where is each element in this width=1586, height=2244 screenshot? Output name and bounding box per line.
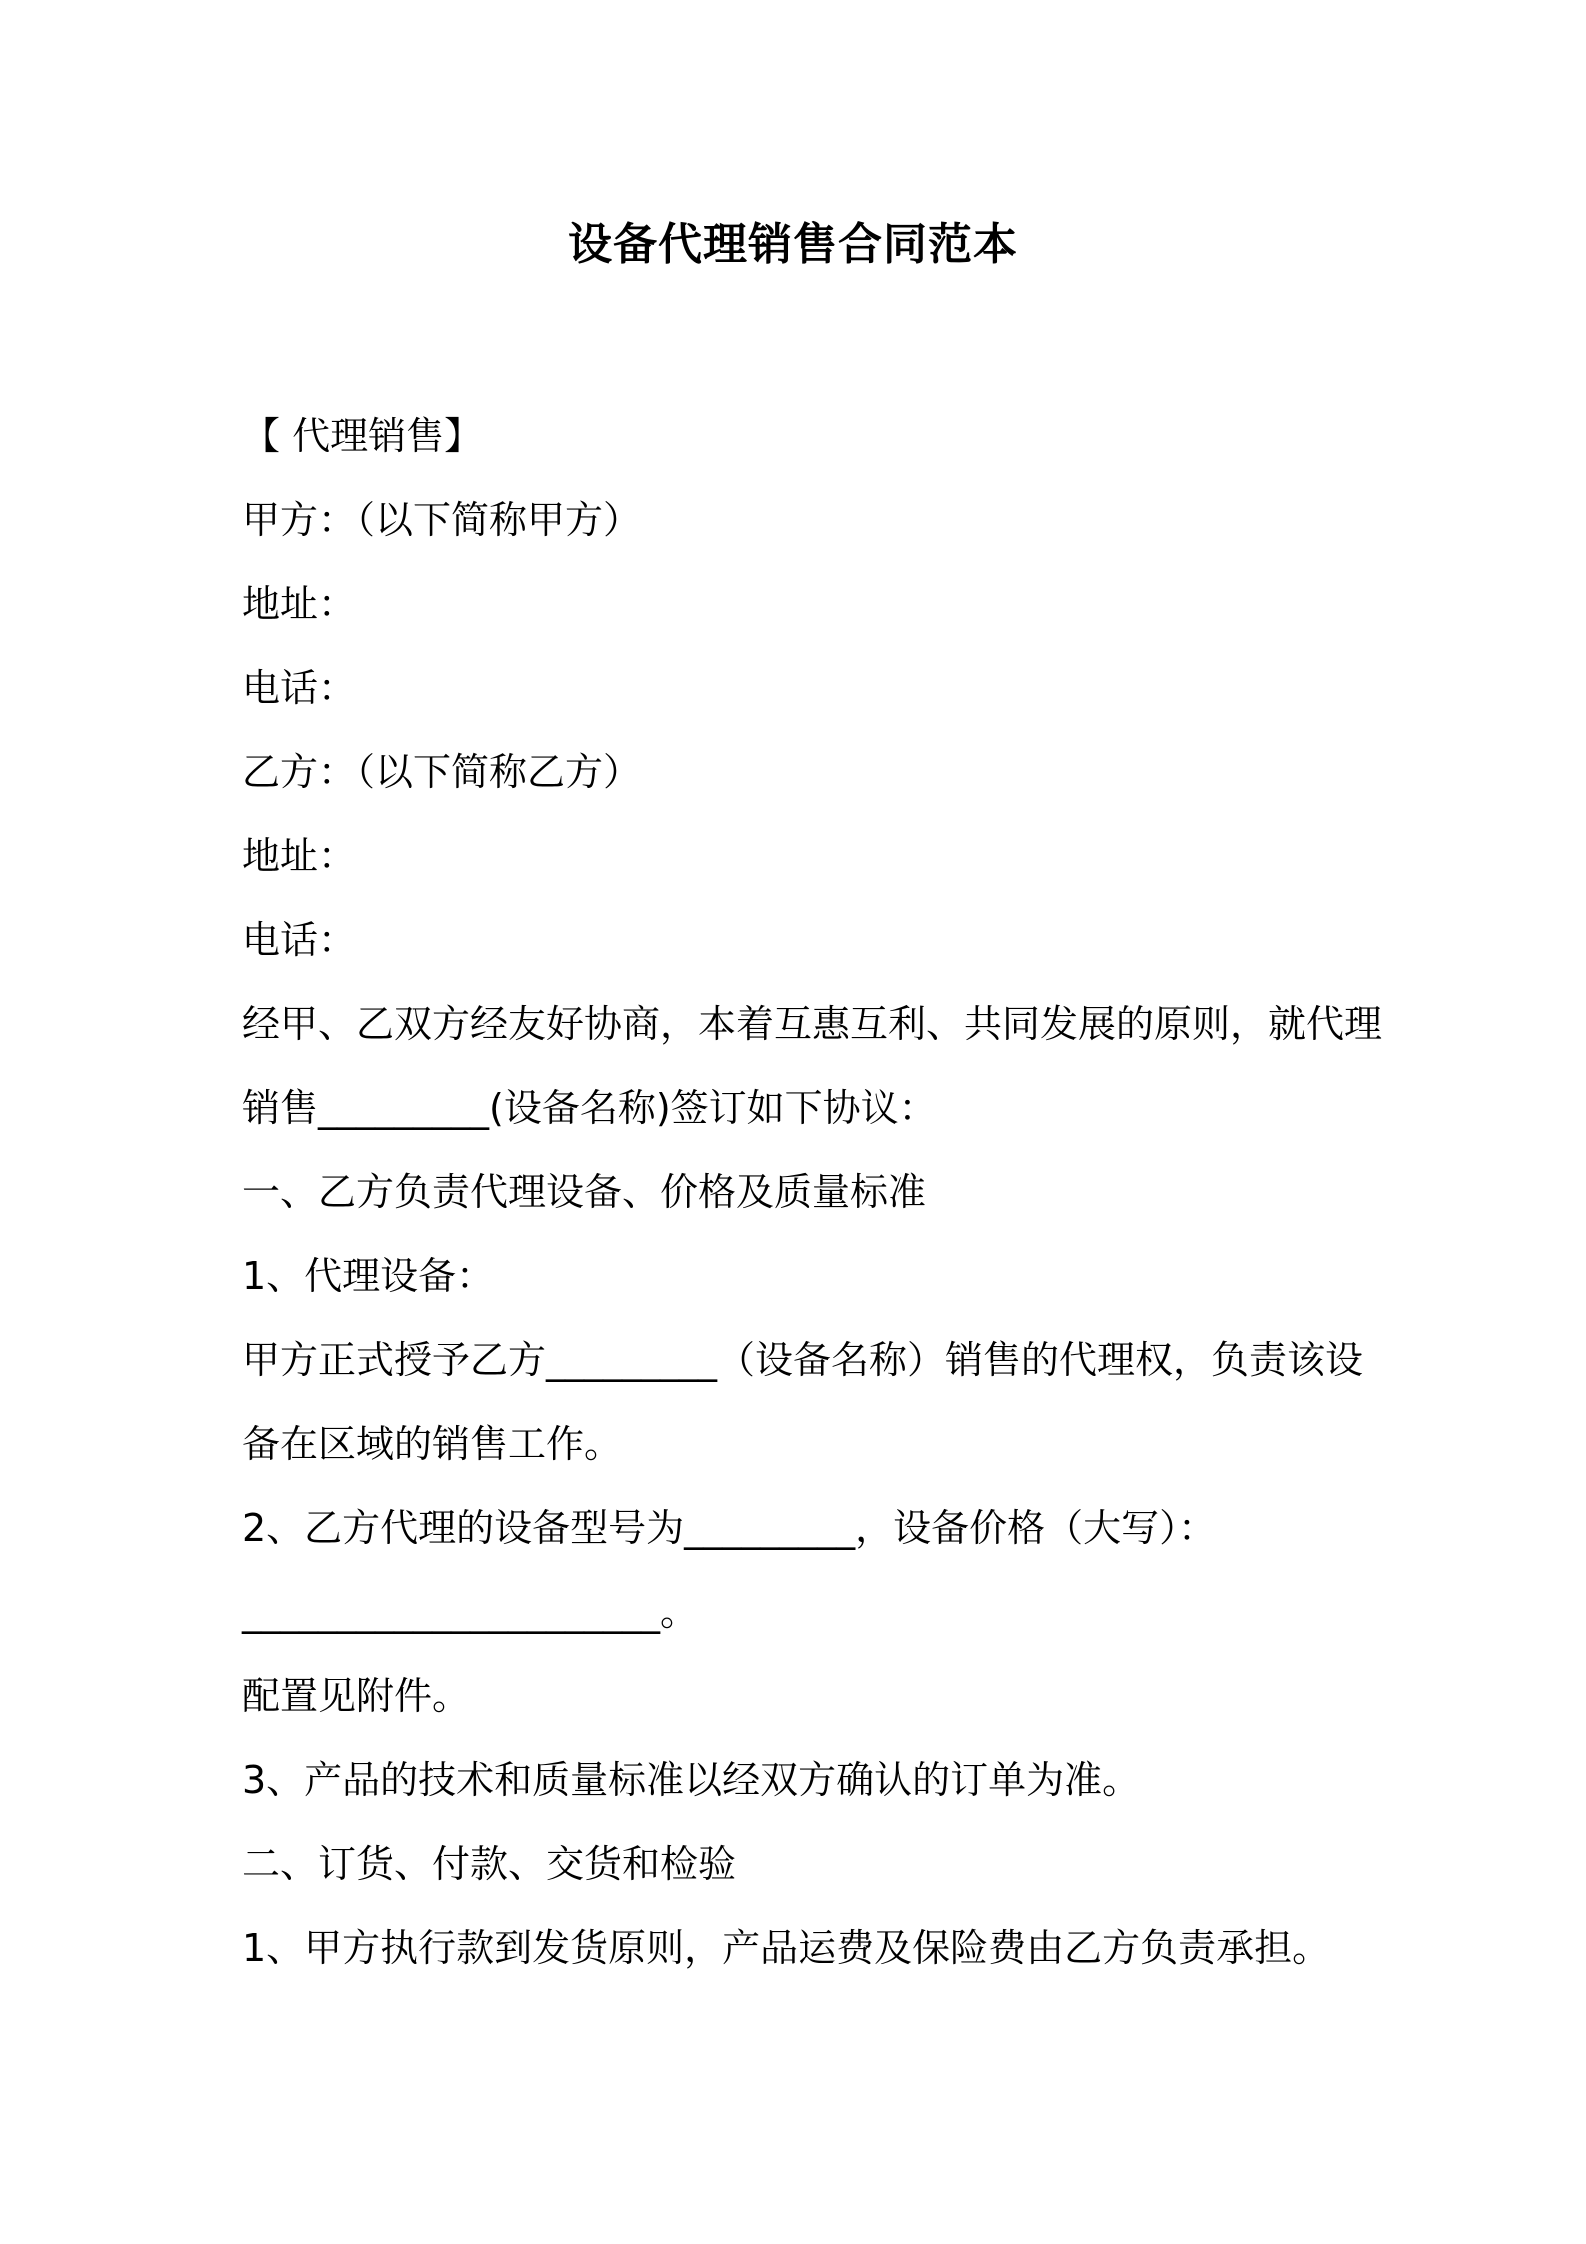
preamble-line-1: 经甲、乙双方经友好协商，本着互惠互利、共同发展的原则，就代理 (242, 1002, 1383, 1046)
party-b-phone: 电话： (242, 918, 357, 962)
clause-1-text-line-1: 甲方正式授予乙方_________（设备名称）销售的代理权，负责该设 (242, 1338, 1364, 1382)
party-a-address: 地址： (242, 582, 357, 626)
party-a-line: 甲方：（以下简称甲方） (242, 498, 642, 542)
clause-2-price-blank: ______________________。 (242, 1590, 699, 1634)
clause-1-heading: 1、代理设备： (242, 1254, 495, 1298)
party-a-phone: 电话： (242, 666, 357, 710)
clause-2-config-note: 配置见附件。 (242, 1674, 471, 1718)
preamble-line-2: 销售_________(设备名称)签订如下协议： (242, 1086, 937, 1130)
section-one-heading: 一、乙方负责代理设备、价格及质量标准 (242, 1170, 927, 1214)
clause-1-text-line-2: 备在区域的销售工作。 (242, 1422, 623, 1466)
party-b-address: 地址： (242, 834, 357, 878)
clause-3-text: 3、产品的技术和质量标准以经双方确认的订单为准。 (242, 1758, 1141, 1802)
section-heading-agency-sales: 【 代理销售】 (242, 414, 483, 458)
clause-2-text: 2、乙方代理的设备型号为_________，设备价格（大写）： (242, 1506, 1217, 1550)
party-b-line: 乙方：（以下简称乙方） (242, 750, 642, 794)
section-two-heading: 二、订货、付款、交货和检验 (242, 1842, 737, 1886)
document-title: 设备代理销售合同范本 (568, 219, 1018, 270)
section-two-clause-1: 1、甲方执行款到发货原则，产品运费及保险费由乙方负责承担。 (242, 1926, 1331, 1970)
